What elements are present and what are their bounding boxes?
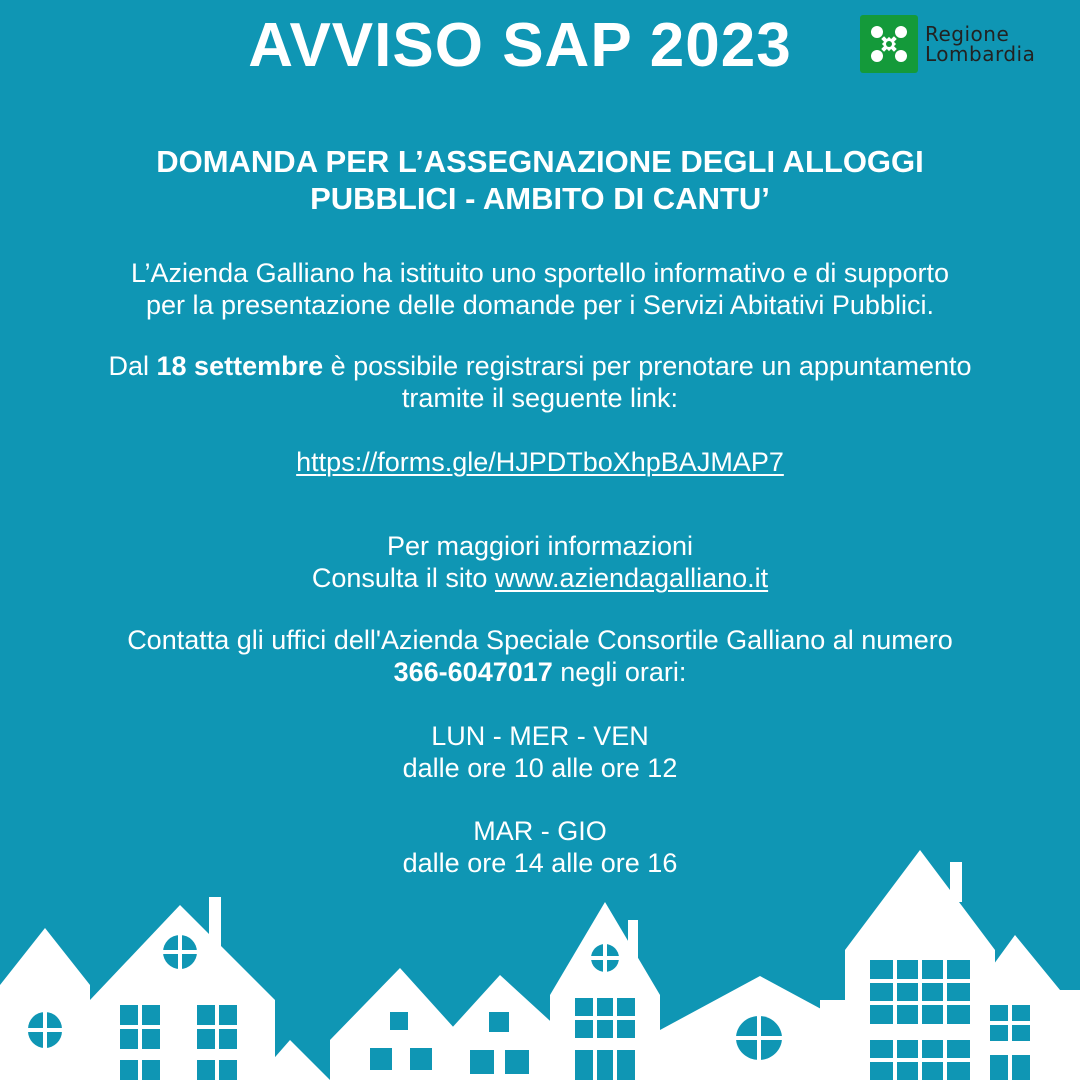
intro-line2: per la presentazione delle domande per i Servizi Abitativi Pubblici. (146, 290, 934, 320)
window (370, 1048, 392, 1070)
registration-suffix: è possibile registrarsi per prenotare un appuntamento (323, 351, 972, 381)
logo-text (925, 24, 1035, 64)
form-link[interactable]: https://forms.gle/HJPDTboXhpBAJMAP7 (296, 447, 784, 477)
page-title: AVVISO SAP 2023 (248, 11, 792, 80)
regione-lombardia-rose-icon (860, 15, 918, 73)
heading-line1: DOMANDA PER L’ASSEGNAZIONE DEGLI ALLOGGI (156, 144, 924, 179)
contact-suffix: negli orari: (552, 657, 687, 687)
schedule-days: LUN - MER - VEN (431, 721, 649, 751)
window (505, 1050, 529, 1074)
contact-paragraph (0, 624, 1080, 688)
window (489, 1012, 509, 1032)
window (575, 1050, 635, 1080)
info-prefix: Consulta il sito (311, 563, 495, 593)
window (470, 1050, 494, 1074)
regione-lombardia-logo (860, 14, 1070, 74)
logo-text-line1: Regione (925, 22, 1010, 46)
chimney-5 (628, 920, 638, 960)
logo-text-line2: Lombardia (925, 42, 1036, 66)
registration-line2: tramite il seguente link: (401, 383, 679, 413)
house-1 (0, 928, 90, 1080)
info-line2 (0, 562, 1080, 594)
registration-line1 (0, 350, 1080, 382)
schedule-days: MAR - GIO (473, 816, 607, 846)
houses-skyline-illustration (0, 840, 1080, 1080)
heading-line2: PUBBLICI - AMBITO DI CANTU’ (310, 181, 770, 216)
info-paragraph (0, 530, 1080, 594)
form-link-row (0, 446, 1080, 478)
main-heading (0, 143, 1080, 217)
window (390, 1012, 408, 1030)
chimney-2 (209, 897, 221, 947)
house-2 (90, 905, 275, 1080)
info-line1: Per maggiori informazioni (386, 531, 694, 561)
window (410, 1048, 432, 1070)
schedule-hours: dalle ore 10 alle ore 12 (402, 753, 678, 783)
phone-number: 366-6047017 (393, 657, 553, 687)
registration-prefix: Dal (108, 351, 157, 381)
registration-paragraph (0, 350, 1080, 414)
schedule-hours: dalle ore 14 alle ore 16 (402, 848, 678, 878)
registration-date: 18 settembre (156, 351, 324, 381)
website-link[interactable]: www.aziendagalliano.it (494, 563, 769, 593)
chimney-7 (950, 862, 962, 902)
contact-line1: Contatta gli uffici dell'Azienda Speciale Consortile Galliano al numero (127, 625, 953, 655)
schedule-block-1 (0, 720, 1080, 784)
intro-line1: L’Azienda Galliano ha istituito uno sportello informativo e di supporto (131, 258, 949, 288)
intro-paragraph (0, 257, 1080, 321)
contact-line2 (0, 656, 1080, 688)
